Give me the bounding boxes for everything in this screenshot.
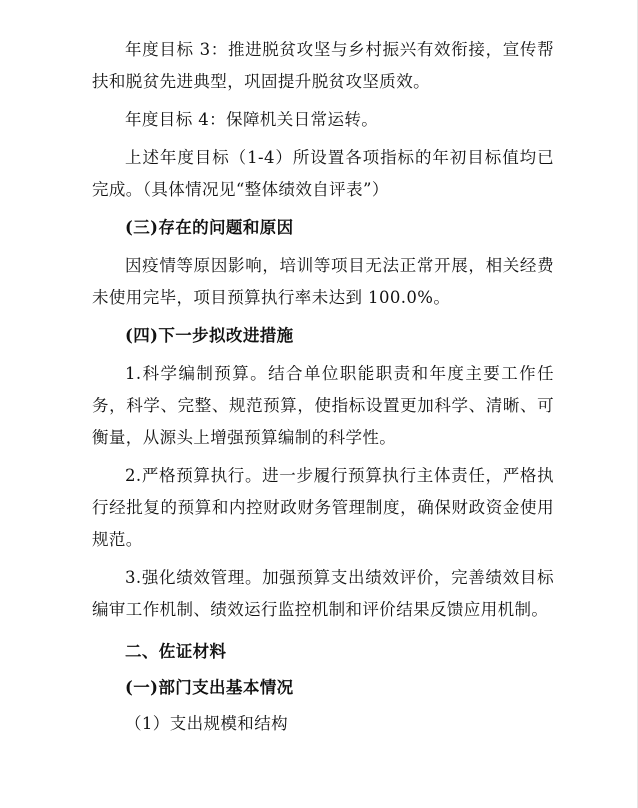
heading-problems-causes: (三)存在的问题和原因 bbox=[125, 218, 294, 237]
paragraph-measure-3: 3.强化绩效管理。加强预算支出绩效评价，完善绩效目标编审工作机制、绩效运行监控机制和评价结果反馈应用机制。 bbox=[92, 568, 554, 619]
paragraph-goal-3: 年度目标 3：推进脱贫攻坚与乡村振兴有效衔接，宣传帮扶和脱贫先进典型，巩固提升脱贫攻坚质效。 bbox=[92, 40, 554, 91]
heading-supporting-materials: 二、佐证材料 bbox=[125, 642, 227, 661]
heading-department-expenditure: (一)部门支出基本情况 bbox=[125, 678, 294, 697]
heading-improvement-measures: (四)下一步拟改进措施 bbox=[125, 326, 294, 345]
paragraph-problems: 因疫情等原因影响，培训等项目无法正常开展，相关经费未使用完毕，项目预算执行率未达到 100.0%。 bbox=[92, 256, 554, 307]
paragraph-measure-1: 1.科学编制预算。结合单位职能职责和年度主要工作任务，科学、完整、规范预算，使指标设置更加科学、清晰、可衡量，从源头上增强预算编制的科学性。 bbox=[92, 364, 554, 447]
paragraph-goal-4: 年度目标 4：保障机关日常运转。 bbox=[125, 110, 379, 129]
paragraph-measure-2: 2.严格预算执行。进一步履行预算执行主体责任，严格执行经批复的预算和内控财政财务管理制度，确保财政资金使用规范。 bbox=[92, 466, 554, 549]
paragraph-goals-complete: 上述年度目标（1-4）所设置各项指标的年初目标值均已完成。（具体情况见“整体绩效自评表”） bbox=[92, 148, 554, 199]
paragraph-scale-structure: （1）支出规模和结构 bbox=[125, 714, 288, 733]
document-body bbox=[92, 0, 554, 744]
